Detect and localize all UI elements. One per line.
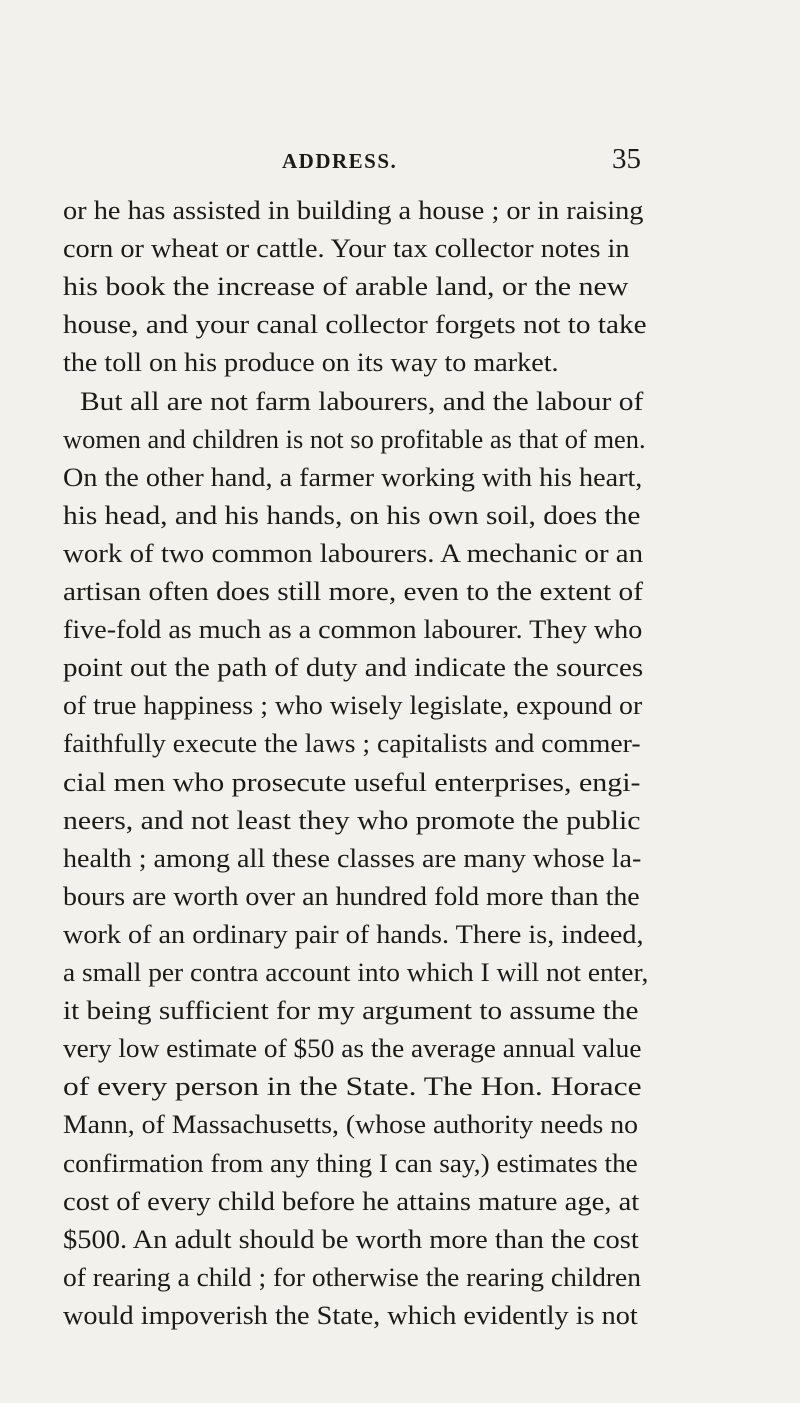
text-line: the toll on his produce on its way to market. [63,347,559,378]
text-line: of every person in the State. The Hon. Horace [63,1071,642,1102]
text-line: of rearing a child ; for otherwise the rearing children [63,1261,642,1292]
text-line: women and children is not so profitable as that of men. [63,423,646,454]
text-line: a small per contra account into which I will not enter, [63,957,649,987]
text-line: confirmation from any thing I can say,) estimates the [63,1147,638,1178]
text-line: work of two common labourers. A mechanic or an [63,537,644,568]
text-line: Mann, of Massachusetts, (whose authority needs no [63,1109,639,1140]
text-line: it being sufficient for my argument to assume the [63,995,639,1026]
page-number: 35 [612,143,641,175]
text-line: his head, and his hands, on his own soil, does the [63,499,641,530]
text-line: neers, and not least they who promote the public [63,804,641,835]
text-line: cial men who prosecute useful enterprises, engi- [63,766,641,797]
text-line: his book the increase of arable land, or the new [63,271,629,302]
text-line: house, and your canal collector forgets not to take [63,309,647,340]
text-line: health ; among all these classes are many whose la- [63,842,642,873]
text-line: five-fold as much as a common labourer. They who [63,614,643,645]
text-line: cost of every child before he attains mature age, at [63,1185,640,1216]
text-line: $500. An adult should be worth more than the cost [63,1223,639,1254]
text-line: faithfully execute the laws ; capitalists and commer- [63,728,641,759]
text-line: work of an ordinary pair of hands. There is, indeed, [63,918,644,949]
running-title: ADDRESS. [282,149,398,173]
text-line: very low estimate of $50 as the average annual value [63,1033,642,1064]
text-line: bours are worth over an hundred fold more than the [63,880,640,911]
text-line: On the other hand, a farmer working with his heart, [63,461,643,492]
text-line: artisan often does still more, even to the extent of [63,576,643,606]
text-line: or he has assisted in building a house ; or in raising [63,195,644,225]
text-line: But all are not farm labourers, and the labour of [80,385,644,416]
page-header [0,143,800,179]
text-line: corn or wheat or cattle. Your tax collector notes in [63,233,630,264]
text-line: would impoverish the State, which evidently is not [63,1299,638,1330]
text-line: point out the path of duty and indicate the sources [63,652,644,683]
text-line: of true happiness ; who wisely legislate, expound or [63,690,643,721]
